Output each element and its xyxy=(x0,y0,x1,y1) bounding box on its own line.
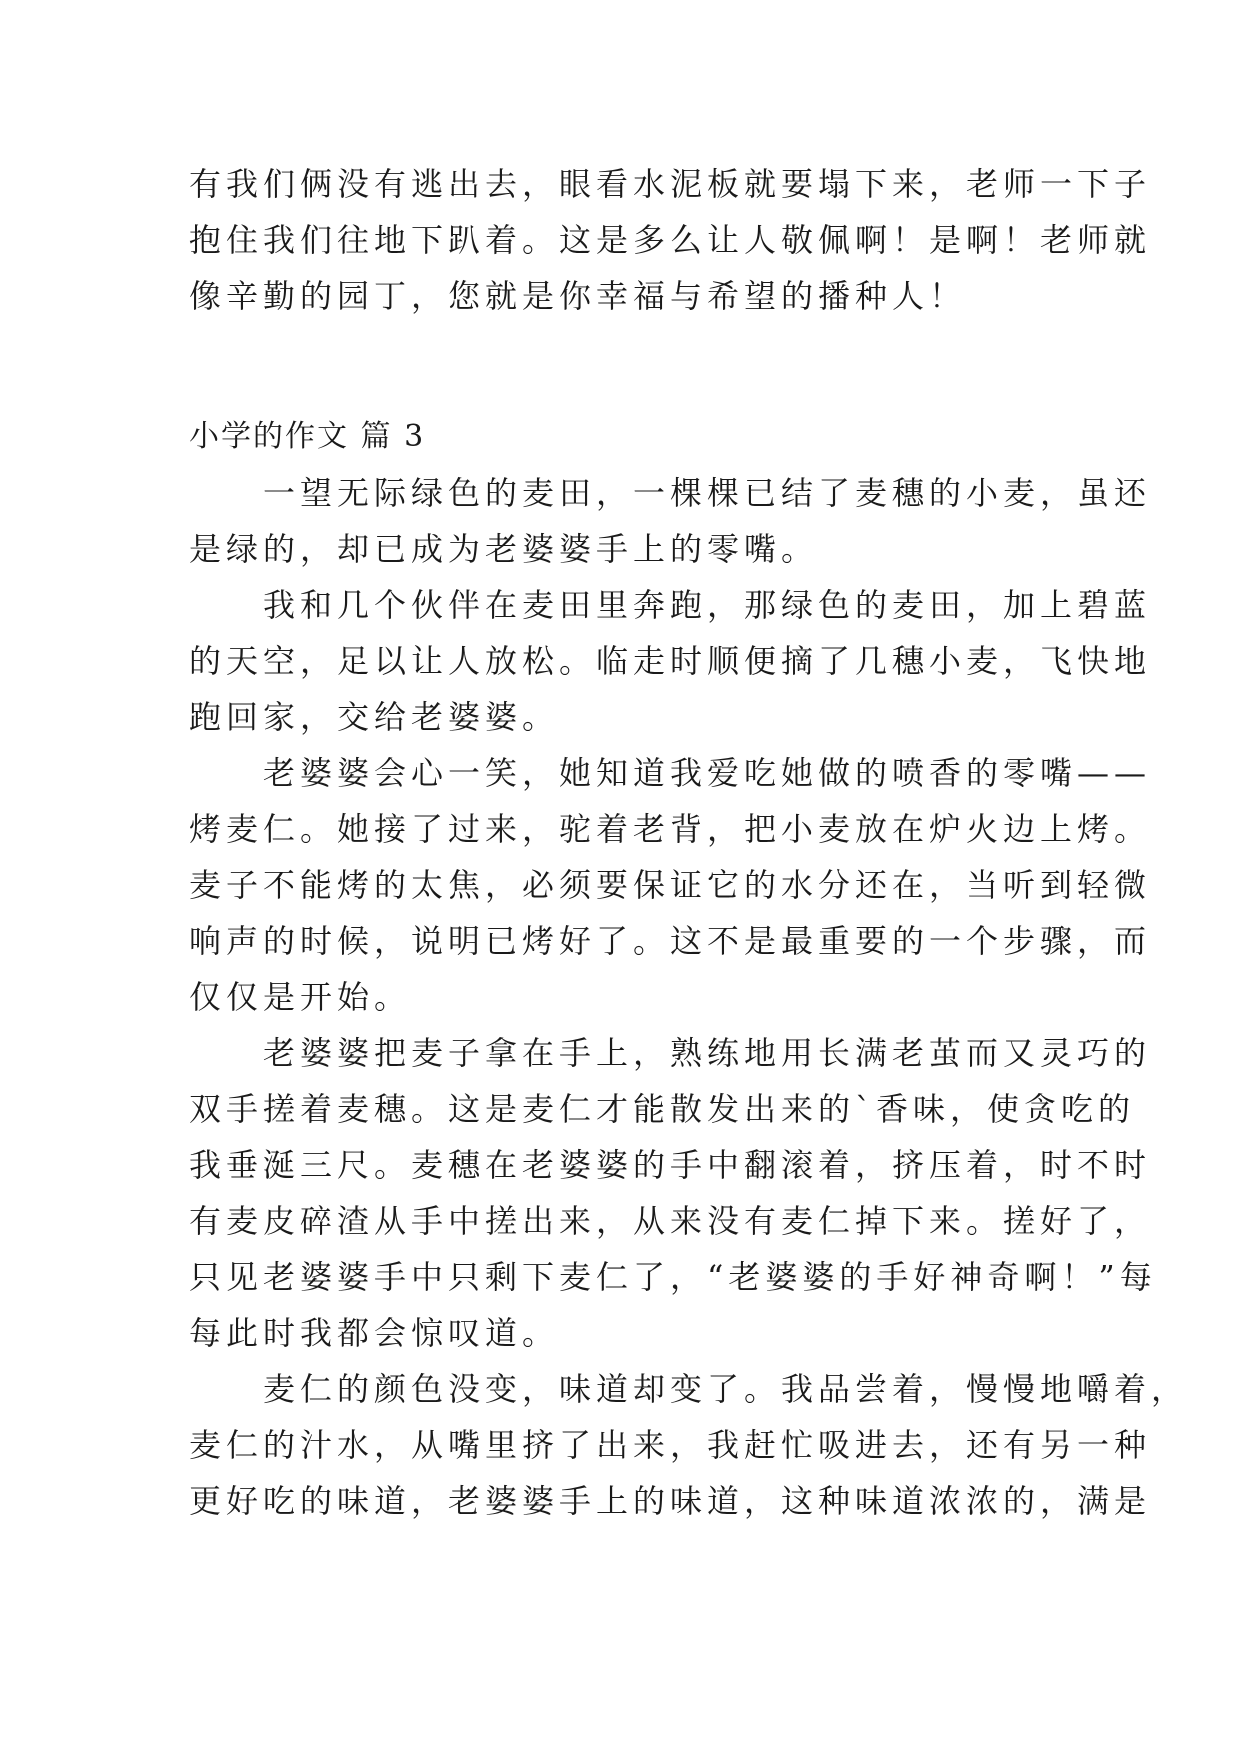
text-line: 仅仅是开始。 xyxy=(189,978,412,1016)
text-line: 麦仁的颜色没变，味道却变了。我品尝着，慢慢地嚼着， xyxy=(189,1370,1189,1408)
text-line: 有我们俩没有逃出去，眼看水泥板就要塌下来，老师一下子 xyxy=(189,165,1152,203)
text-line: 我垂涎三尺。麦穗在老婆婆的手中翻滚着，挤压着，时不时 xyxy=(189,1146,1152,1184)
section-title: 小学的作文 篇 3 xyxy=(189,419,426,454)
text-line: 的天空，足以让人放松。临走时顺便摘了几穗小麦，飞快地 xyxy=(189,642,1152,680)
text-line: 每此时我都会惊叹道。 xyxy=(189,1314,560,1352)
text-line: 双手搓着麦穗。这是麦仁才能散发出来的`香味，使贪吃的 xyxy=(189,1090,1136,1128)
text-line: 抱住我们往地下趴着。这是多么让人敬佩啊！是啊！老师就 xyxy=(189,221,1152,259)
section-gap xyxy=(189,324,1059,409)
text-line: 老婆婆把麦子拿在手上，熟练地用长满老茧而又灵巧的 xyxy=(189,1034,1152,1072)
text-line: 我和几个伙伴在麦田里奔跑，那绿色的麦田，加上碧蓝 xyxy=(189,586,1152,624)
text-line: 麦子不能烤的太焦，必须要保证它的水分还在，当听到轻微 xyxy=(189,866,1152,904)
text-line: 是绿的，却已成为老婆婆手上的零嘴。 xyxy=(189,530,819,568)
text-line: 一望无际绿色的麦田，一棵棵已结了麦穗的小麦，虽还 xyxy=(189,474,1152,512)
text-line: 只见老婆婆手中只剩下麦仁了，“老婆婆的手好神奇啊！”每 xyxy=(189,1258,1157,1296)
text-line: 老婆婆会心一笑，她知道我爱吃她做的喷香的零嘴—— xyxy=(189,754,1152,792)
intro-paragraph xyxy=(189,156,1152,324)
text-line: 更好吃的味道，老婆婆手上的味道，这种味道浓浓的，满是 xyxy=(189,1482,1152,1520)
text-line: 麦仁的汁水，从嘴里挤了出来，我赶忙吸进去，还有另一种 xyxy=(189,1426,1152,1464)
document-page xyxy=(189,156,1189,1529)
text-line: 响声的时候，说明已烤好了。这不是最重要的一个步骤，而 xyxy=(189,922,1152,960)
text-line: 像辛勤的园丁，您就是你幸福与希望的播种人！ xyxy=(189,277,967,315)
text-line: 跑回家，交给老婆婆。 xyxy=(189,698,560,736)
text-line: 有麦皮碎渣从手中搓出来，从来没有麦仁掉下来。搓好了， xyxy=(189,1202,1152,1240)
essay-body xyxy=(189,465,1189,1529)
text-line: 烤麦仁。她接了过来，驼着老背，把小麦放在炉火边上烤。 xyxy=(189,810,1152,848)
